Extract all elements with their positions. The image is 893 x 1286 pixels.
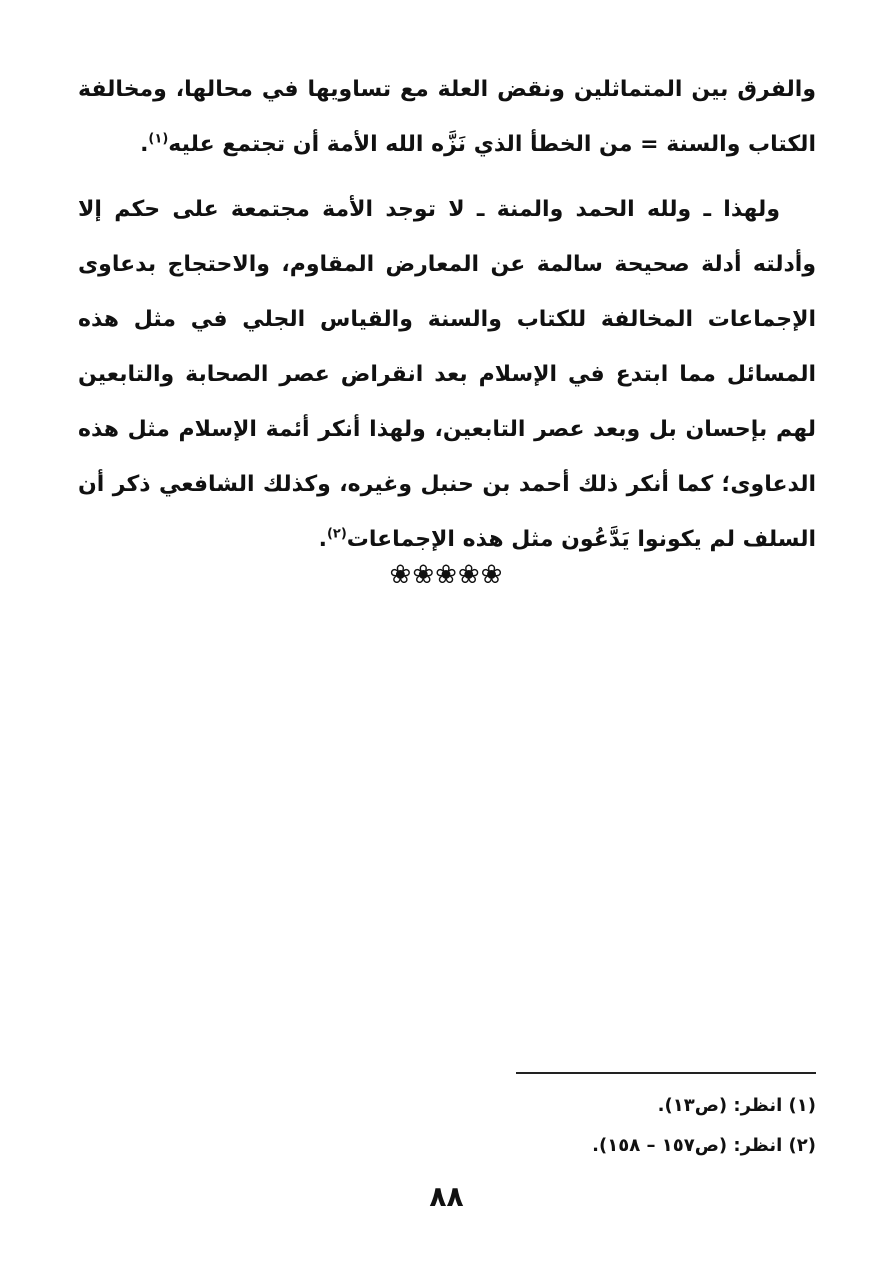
footnote-ref-1[interactable]: (١) bbox=[148, 131, 169, 147]
footnote-ref-2[interactable]: (٢) bbox=[326, 526, 347, 542]
section-ornament: ❀❀❀❀❀ bbox=[389, 560, 504, 590]
paragraph-2-text: ولهذا ـ ولله الحمد والمنة ـ لا توجد الأمة مجتمعة على حكم إلا وأدلته أدلة صحيحة سالمة عن المعارض المقاوم، والاحتجاج بدعاوى الإجماعات المخالفة للكتاب والسنة والقياس الجلي في مثل هذه المسائل مما ابتدع في الإسلام بعد انقراض عصر الصحابة والتابعين لهم بإحسان بل وبعد عصر التابعين، ولهذا أنكر أئمة الإسلام مثل هذه الدعاوى؛ كما أنكر ذلك أحمد بن حنبل وغيره، وكذلك الشافعي ذكر أن السلف لم يكونوا يَدَّعُون مثل هذه الإجماعات bbox=[78, 197, 816, 552]
page-number: ٨٨ bbox=[429, 1180, 464, 1213]
footnote-2: (٢) انظر: (ص١٥٧ – ١٥٨). bbox=[592, 1135, 816, 1156]
paragraph-1-text: والفرق بين المتماثلين ونقض العلة مع تساويها في محالها، ومخالفة الكتاب والسنة = من الخطأ الذي نَزَّه الله الأمة أن تجتمع عليه bbox=[78, 77, 816, 157]
main-text bbox=[78, 62, 816, 567]
paragraph-1-end: . bbox=[140, 132, 149, 157]
footnote-1: (١) انظر: (ص١٣). bbox=[657, 1095, 816, 1116]
footnote-divider bbox=[516, 1072, 816, 1074]
paragraph-1 bbox=[78, 62, 816, 172]
paragraph-2 bbox=[78, 182, 816, 567]
footnotes bbox=[592, 1086, 816, 1166]
paragraph-2-end: . bbox=[318, 527, 327, 552]
